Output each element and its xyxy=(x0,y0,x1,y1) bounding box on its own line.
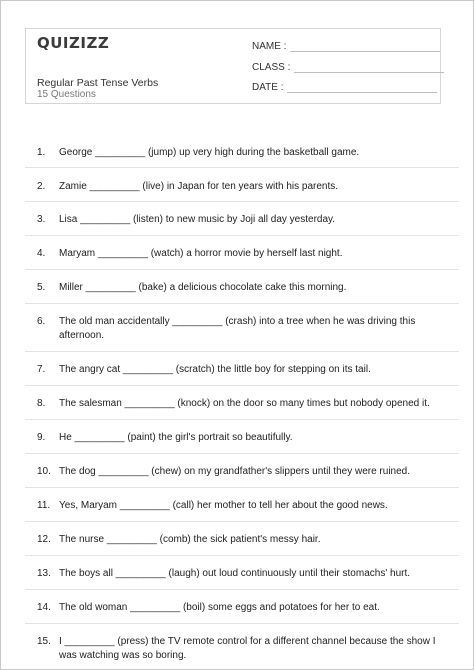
name-field xyxy=(252,41,440,52)
question-divider xyxy=(25,385,459,386)
question-text: He _________ (paint) the girl's portrait so beautifully. xyxy=(59,432,293,443)
question-divider xyxy=(25,235,459,236)
question-divider xyxy=(25,303,459,304)
question-text: Miller _________ (bake) a delicious chocolate cake this morning. xyxy=(59,282,347,293)
question-divider xyxy=(25,487,459,488)
name-label: NAME : xyxy=(252,41,287,52)
question-number: 13. xyxy=(37,568,51,579)
question-number: 5. xyxy=(37,282,46,293)
class-label: CLASS : xyxy=(252,62,291,73)
question-divider xyxy=(25,201,459,202)
question-number: 6. xyxy=(37,316,46,327)
question-text: The old woman _________ (boil) some eggs and potatoes for her to eat. xyxy=(59,602,380,613)
question-divider xyxy=(25,269,459,270)
date-line xyxy=(287,82,437,93)
question-text: Lisa _________ (listen) to new music by Joji all day yesterday. xyxy=(59,214,336,225)
question-text: The old man accidentally _________ (crash) into a tree when he was driving this afternoon. xyxy=(59,316,416,341)
quizizz-logo: QUIZIZZ xyxy=(37,34,110,52)
question-text: The dog _________ (chew) on my grandfather's slippers until they were ruined. xyxy=(59,466,411,477)
class-field xyxy=(252,62,444,73)
question-text: George _________ (jump) up very high during the basketball game. xyxy=(59,147,360,158)
class-line xyxy=(294,62,444,73)
question-text: The angry cat _________ (scratch) the little boy for stepping on its tail. xyxy=(59,364,371,375)
worksheet-subtitle: 15 Questions xyxy=(37,89,96,100)
date-field xyxy=(252,82,437,93)
question-number: 1. xyxy=(37,147,46,158)
question-number: 15. xyxy=(37,636,51,647)
question-number: 9. xyxy=(37,432,46,443)
question-number: 7. xyxy=(37,364,46,375)
question-text: Zamie _________ (live) in Japan for ten years with his parents. xyxy=(59,181,339,192)
question-divider xyxy=(25,623,459,624)
name-line xyxy=(290,41,440,52)
question-number: 4. xyxy=(37,248,46,259)
question-text: Yes, Maryam _________ (call) her mother to tell her about the good news. xyxy=(59,500,388,511)
question-number: 2. xyxy=(37,181,46,192)
question-divider xyxy=(25,351,459,352)
question-text: Maryam _________ (watch) a horror movie by herself last night. xyxy=(59,248,343,259)
question-divider xyxy=(25,555,459,556)
question-divider xyxy=(25,521,459,522)
question-number: 8. xyxy=(37,398,46,409)
date-label: DATE : xyxy=(252,82,284,93)
question-text: I _________ (press) the TV remote control for a different channel because the show I was watching was so boring. xyxy=(59,636,436,661)
question-text: The nurse _________ (comb) the sick patient's messy hair. xyxy=(59,534,321,545)
question-number: 10. xyxy=(37,466,51,477)
question-text: The boys all _________ (laugh) out loud continuously until their stomachs' hurt. xyxy=(59,568,411,579)
question-number: 12. xyxy=(37,534,51,545)
question-number: 14. xyxy=(37,602,51,613)
question-divider xyxy=(25,453,459,454)
question-number: 11. xyxy=(37,500,51,511)
question-divider xyxy=(25,167,459,168)
worksheet-title: Regular Past Tense Verbs xyxy=(37,77,159,89)
question-divider xyxy=(25,419,459,420)
question-text: The salesman _________ (knock) on the door so many times but nobody opened it. xyxy=(59,398,430,409)
question-number: 3. xyxy=(37,214,46,225)
question-divider xyxy=(25,589,459,590)
